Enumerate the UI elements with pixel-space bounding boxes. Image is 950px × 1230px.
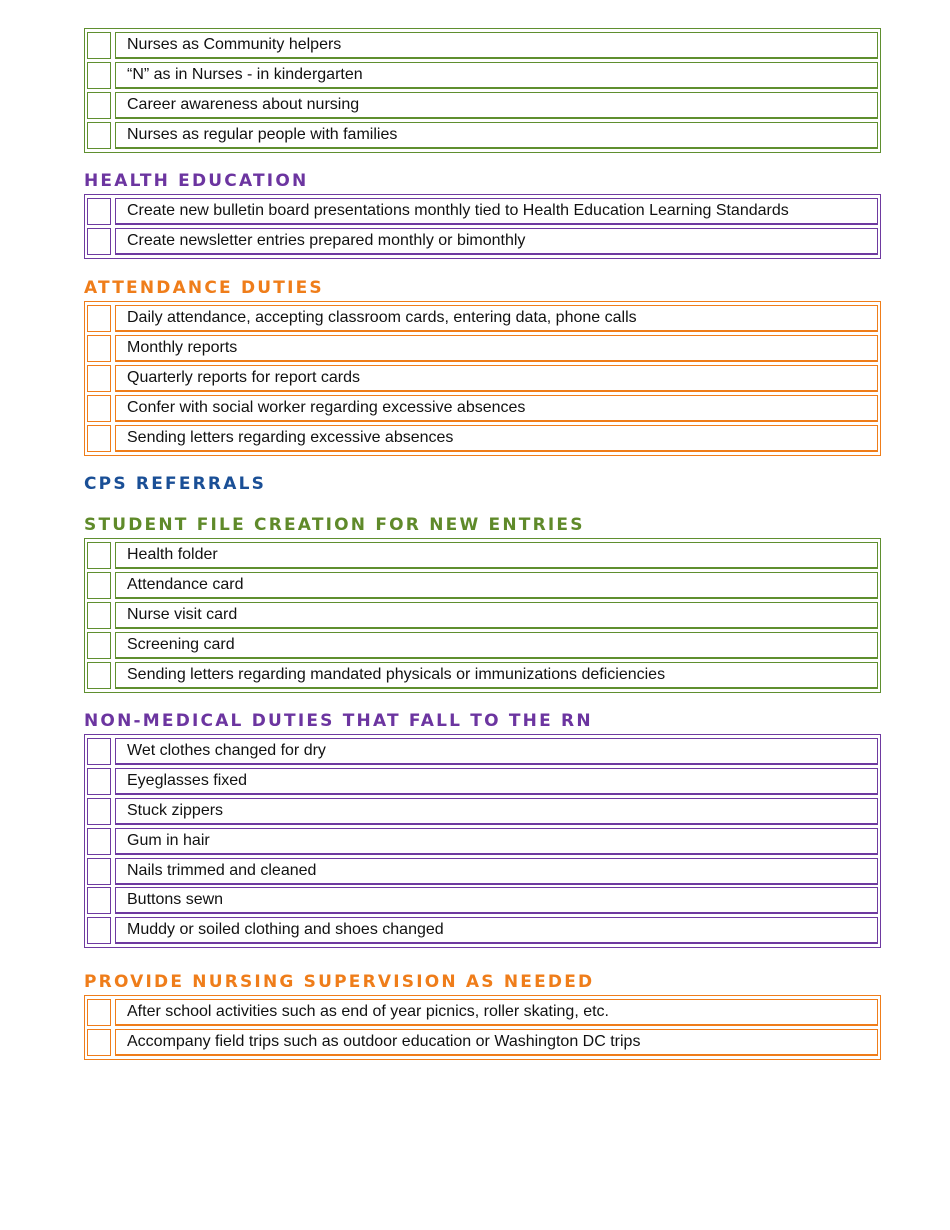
- checkbox[interactable]: [87, 228, 111, 255]
- item-text: “N” as in Nurses - in kindergarten: [115, 62, 878, 89]
- list-item: [87, 999, 878, 1027]
- section-health-education: [84, 171, 881, 259]
- checkbox[interactable]: [87, 917, 111, 944]
- list-item: [87, 395, 878, 423]
- list-item: [87, 335, 878, 363]
- item-text: Sending letters regarding mandated physicals or immunizations deficiencies: [115, 662, 878, 689]
- section-student-file-creation: [84, 515, 881, 693]
- section-cps-referrals: [84, 474, 881, 494]
- section-career-awareness: [84, 28, 881, 153]
- checklist-box: [84, 28, 881, 153]
- item-text: Wet clothes changed for dry: [115, 738, 878, 765]
- list-item: [87, 768, 878, 796]
- checkbox[interactable]: [87, 999, 111, 1026]
- list-item: [87, 828, 878, 856]
- item-text: Monthly reports: [115, 335, 878, 362]
- checkbox[interactable]: [87, 768, 111, 795]
- section-heading: ATTENDANCE DUTIES: [84, 278, 324, 298]
- checkbox[interactable]: [87, 92, 111, 119]
- checkbox[interactable]: [87, 828, 111, 855]
- checkbox[interactable]: [87, 572, 111, 599]
- item-text: Quarterly reports for report cards: [115, 365, 878, 392]
- item-text: Create new bulletin board presentations monthly tied to Health Education Learning Standards: [115, 198, 878, 225]
- checkbox[interactable]: [87, 62, 111, 89]
- section-heading: PROVIDE NURSING SUPERVISION AS NEEDED: [84, 972, 595, 992]
- list-item: [87, 32, 878, 60]
- list-item: [87, 542, 878, 570]
- list-item: [87, 662, 878, 690]
- item-text: Muddy or soiled clothing and shoes changed: [115, 917, 878, 944]
- list-item: [87, 425, 878, 453]
- item-text: Nurse visit card: [115, 602, 878, 629]
- checkbox[interactable]: [87, 198, 111, 225]
- item-text: Sending letters regarding excessive absences: [115, 425, 878, 452]
- list-item: [87, 228, 878, 256]
- section-non-medical-duties: [84, 711, 881, 948]
- item-text: Confer with social worker regarding excessive absences: [115, 395, 878, 422]
- list-item: [87, 198, 878, 226]
- list-item: [87, 798, 878, 826]
- list-item: [87, 92, 878, 120]
- checkbox[interactable]: [87, 662, 111, 689]
- section-heading: NON-MEDICAL DUTIES THAT FALL TO THE RN: [84, 711, 593, 731]
- checkbox[interactable]: [87, 887, 111, 914]
- list-item: [87, 62, 878, 90]
- checkbox[interactable]: [87, 365, 111, 392]
- item-text: Gum in hair: [115, 828, 878, 855]
- item-text: After school activities such as end of year picnics, roller skating, etc.: [115, 999, 878, 1026]
- checkbox[interactable]: [87, 395, 111, 422]
- item-text: Nails trimmed and cleaned: [115, 858, 878, 885]
- section-nursing-supervision: [84, 972, 881, 1060]
- list-item: [87, 1029, 878, 1057]
- item-text: Create newsletter entries prepared monthly or bimonthly: [115, 228, 878, 255]
- checkbox[interactable]: [87, 632, 111, 659]
- item-text: Daily attendance, accepting classroom cards, entering data, phone calls: [115, 305, 878, 332]
- checkbox[interactable]: [87, 602, 111, 629]
- list-item: [87, 602, 878, 630]
- item-text: Stuck zippers: [115, 798, 878, 825]
- section-attendance-duties: [84, 278, 881, 456]
- section-heading: CPS REFERRALS: [84, 474, 267, 494]
- checkbox[interactable]: [87, 1029, 111, 1056]
- checkbox[interactable]: [87, 425, 111, 452]
- item-text: Attendance card: [115, 572, 878, 599]
- item-text: Screening card: [115, 632, 878, 659]
- checkbox[interactable]: [87, 305, 111, 332]
- item-text: Nurses as Community helpers: [115, 32, 878, 59]
- list-item: [87, 887, 878, 915]
- list-item: [87, 738, 878, 766]
- checkbox[interactable]: [87, 542, 111, 569]
- checkbox[interactable]: [87, 335, 111, 362]
- list-item: [87, 632, 878, 660]
- section-heading: HEALTH EDUCATION: [84, 171, 309, 191]
- item-text: Accompany field trips such as outdoor education or Washington DC trips: [115, 1029, 878, 1056]
- item-text: Buttons sewn: [115, 887, 878, 914]
- list-item: [87, 917, 878, 945]
- checkbox[interactable]: [87, 798, 111, 825]
- list-item: [87, 365, 878, 393]
- list-item: [87, 858, 878, 886]
- item-text: Career awareness about nursing: [115, 92, 878, 119]
- checklist-box: [84, 538, 881, 693]
- checklist-box: [84, 194, 881, 259]
- checkbox[interactable]: [87, 32, 111, 59]
- list-item: [87, 122, 878, 150]
- list-item: [87, 305, 878, 333]
- item-text: Nurses as regular people with families: [115, 122, 878, 149]
- checklist-box: [84, 995, 881, 1060]
- checkbox[interactable]: [87, 738, 111, 765]
- section-heading: STUDENT FILE CREATION FOR NEW ENTRIES: [84, 515, 585, 535]
- checklist-box: [84, 734, 881, 948]
- item-text: Eyeglasses fixed: [115, 768, 878, 795]
- item-text: Health folder: [115, 542, 878, 569]
- checkbox[interactable]: [87, 122, 111, 149]
- checkbox[interactable]: [87, 858, 111, 885]
- checklist-box: [84, 301, 881, 456]
- list-item: [87, 572, 878, 600]
